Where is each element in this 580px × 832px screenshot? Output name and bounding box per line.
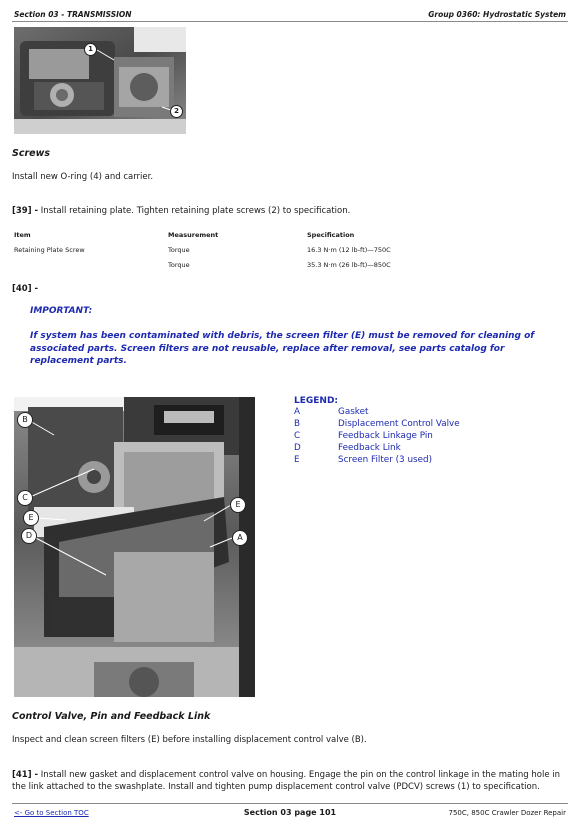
important-label: IMPORTANT: <box>30 306 93 316</box>
step-39 <box>12 206 350 216</box>
figure-control-valve <box>14 397 255 697</box>
screws-heading: Screws <box>12 148 51 159</box>
callout-e-left: E <box>23 510 39 526</box>
table-header-measurement: Measurement <box>168 231 219 239</box>
legend-value-b: Displacement Control Valve <box>338 419 460 429</box>
table-cell: Torque <box>168 246 190 254</box>
important-text: If system has been contaminated with debris, the screen filter (E) must be removed for cleaning of associated parts. Screen filters are not reusable, replace after removal, see parts catalog for replacement parts. <box>30 331 535 366</box>
step-39-text: Install retaining plate. Tighten retaining plate screws (2) to specification. <box>40 206 351 216</box>
callout-e-right: E <box>230 497 246 513</box>
legend-value-a: Gasket <box>338 407 369 417</box>
figure-pump-retaining-plate <box>14 27 186 134</box>
legend-value-d: Feedback Link <box>338 443 401 453</box>
legend-title: LEGEND: <box>294 396 339 406</box>
table-cell: Retaining Plate Screw <box>14 246 85 254</box>
control-valve-text: Inspect and clean screen filters (E) before installing displacement control valve (B). <box>12 735 367 745</box>
footer-divider <box>12 803 568 804</box>
page-number: Section 03 page 101 <box>243 808 337 817</box>
legend-value-c: Feedback Linkage Pin <box>338 431 433 441</box>
section-title: Section 03 - TRANSMISSION <box>14 10 132 19</box>
go-to-section-toc-link[interactable]: <- Go to Section TOC <box>14 809 89 817</box>
step-41 <box>12 769 564 793</box>
table-cell: 35.3 N·m (26 lb-ft)—850C <box>307 261 391 269</box>
header-divider <box>12 21 568 22</box>
step-39-number: [39] - <box>12 206 39 216</box>
pump-photo-image <box>14 27 186 134</box>
legend-key-d: D <box>294 443 301 453</box>
legend-value-e: Screen Filter (3 used) <box>338 455 433 465</box>
legend-key-b: B <box>294 419 301 429</box>
callout-2: 2 <box>170 105 183 118</box>
group-title: Group 0360: Hydrostatic System <box>428 10 566 19</box>
control-valve-photo-image <box>14 397 255 697</box>
step-40-number: [40] - <box>12 284 39 294</box>
legend-key-c: C <box>294 431 301 441</box>
screws-text: Install new O-ring (4) and carrier. <box>12 172 154 182</box>
table-cell: Torque <box>168 261 190 269</box>
callout-1: 1 <box>84 43 97 56</box>
table-cell: 16.3 N·m (12 lb-ft)—750C <box>307 246 391 254</box>
table-header-item: Item <box>14 231 31 239</box>
manual-title: 750C, 850C Crawler Dozer Repair <box>448 809 566 817</box>
legend-key-e: E <box>294 455 300 465</box>
legend <box>294 396 564 465</box>
callout-b: B <box>17 412 33 428</box>
callout-a: A <box>232 530 248 546</box>
callout-d: D <box>21 528 37 544</box>
control-valve-heading: Control Valve, Pin and Feedback Link <box>12 711 211 722</box>
table-header-specification: Specification <box>307 231 355 239</box>
step-41-number: [41] - <box>12 770 39 780</box>
callout-c: C <box>17 490 33 506</box>
step-41-text: Install new gasket and displacement control valve on housing. Engage the pin on the control linkage in the mating hole in the link attached to the swashplate. Install and tighten pump displacement control valve (PDCV) screws (1) to specification. <box>12 770 561 792</box>
legend-key-a: A <box>294 407 301 417</box>
